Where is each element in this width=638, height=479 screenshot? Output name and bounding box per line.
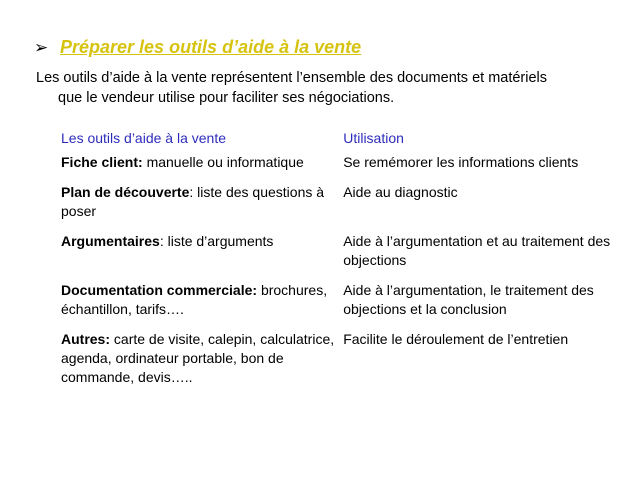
tool-description: : liste des questions à poser <box>61 184 325 219</box>
tool-cell <box>61 330 343 398</box>
tools-table <box>61 129 621 398</box>
usage-cell: Aide à l’argumentation, le traitement des objections et la conclusion <box>343 282 594 317</box>
intro-line-1: Les outils d’aide à la vente représentent l’ensemble des documents et matériels <box>36 70 548 86</box>
usage-cell: Aide au diagnostic <box>343 184 458 200</box>
usage-cell: Facilite le déroulement de l’entretien <box>343 331 569 347</box>
tool-name: Argumentaires <box>61 233 160 249</box>
table-row <box>61 281 621 330</box>
tool-name: Plan de découverte <box>61 184 190 200</box>
tool-name: Documentation commerciale: <box>61 282 258 298</box>
slide-heading: Préparer les outils d’aide à la vente <box>60 37 362 57</box>
arrow-bullet-icon: ➢ <box>34 38 49 58</box>
tool-cell <box>61 232 343 281</box>
header-usage: Utilisation <box>343 130 404 146</box>
table-row <box>61 183 621 232</box>
usage-cell: Aide à l’argumentation et au traitement des objections <box>343 233 611 268</box>
tool-name: Fiche client: <box>61 154 143 170</box>
table-row <box>61 232 621 281</box>
table-row <box>61 330 621 398</box>
table-header-row <box>61 129 621 153</box>
usage-cell: Se remémorer les informations clients <box>343 154 579 170</box>
tool-description: : liste d’arguments <box>159 233 274 249</box>
header-tools: Les outils d’aide à la vente <box>61 130 226 146</box>
tool-description: carte de visite, calepin, calculatrice, agenda, ordinateur portable, bon de commande, devis….. <box>61 331 335 385</box>
intro-line-2: que le vendeur utilise pour faciliter ses négociations. <box>58 90 395 106</box>
tool-cell <box>61 153 343 183</box>
tool-description: manuelle ou informatique <box>142 154 304 170</box>
tool-cell <box>61 281 343 330</box>
table-row <box>61 153 621 183</box>
tool-description: brochures, échantillon, tarifs…. <box>61 282 328 317</box>
tool-name: Autres: <box>61 331 111 347</box>
intro-paragraph <box>36 68 632 108</box>
tool-cell <box>61 183 343 232</box>
